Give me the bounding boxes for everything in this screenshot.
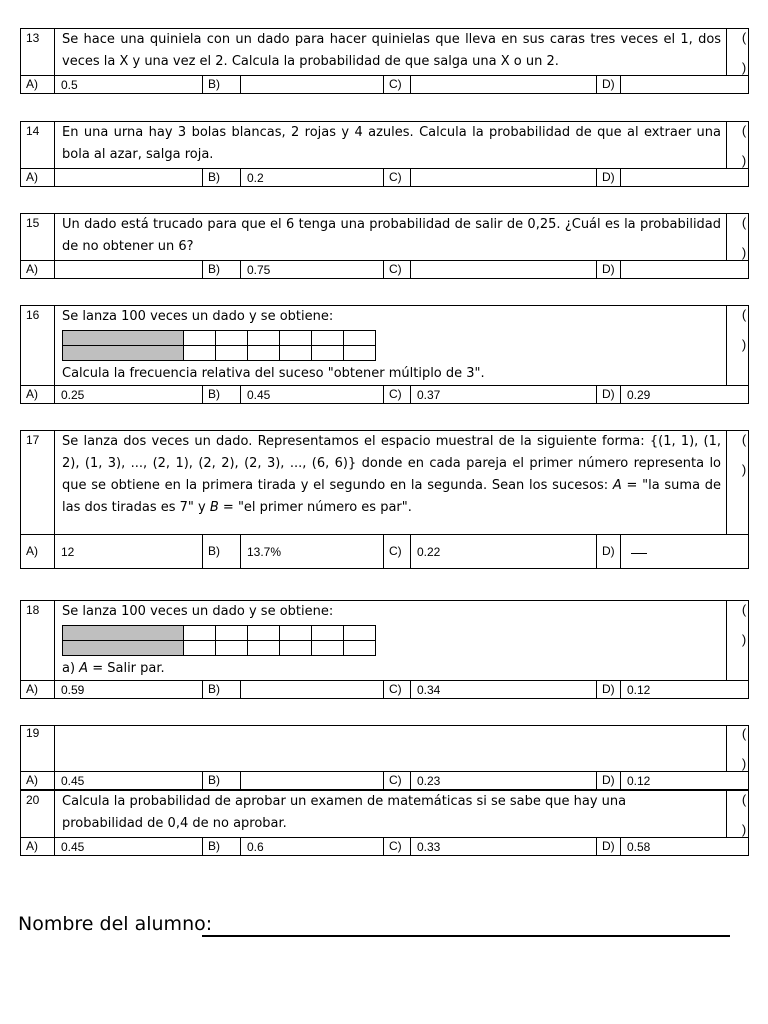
option-b-value <box>241 681 384 699</box>
question-subtext: Calcula la frecuencia relativa del suceso "obtener múltiplo de 3". <box>62 366 485 381</box>
answer-box[interactable]: ( ) <box>727 214 749 261</box>
option-a-label: A) <box>21 169 55 187</box>
answer-box[interactable]: ( ) <box>727 29 749 76</box>
option-b-value: 0.6 <box>241 838 384 856</box>
option-c-label: C) <box>384 681 411 699</box>
option-c-label: C) <box>384 261 411 279</box>
option-a-label: A) <box>21 772 55 790</box>
question-number: 18 <box>21 601 55 681</box>
option-d-label: D) <box>597 535 621 569</box>
answer-box[interactable]: ( ) <box>727 306 749 386</box>
option-b-label: B) <box>203 681 241 699</box>
question-number: 13 <box>21 29 55 76</box>
option-b-label: B) <box>203 386 241 404</box>
option-d-value: 0.58 <box>621 838 749 856</box>
option-c-label: C) <box>384 838 411 856</box>
option-b-value: 0.75 <box>241 261 384 279</box>
option-d-label: D) <box>597 681 621 699</box>
question-text: Se lanza 100 veces un dado y se obtiene: <box>62 309 334 324</box>
option-c-value <box>411 169 597 187</box>
frequency-table <box>62 330 376 361</box>
option-a-value: 0.5 <box>55 76 203 94</box>
option-d-label: D) <box>597 386 621 404</box>
option-b-value: 0.45 <box>241 386 384 404</box>
student-name-line[interactable] <box>202 935 730 937</box>
answer-box[interactable]: ( ) <box>727 726 749 772</box>
option-a-label: A) <box>21 386 55 404</box>
option-b-label: B) <box>203 535 241 569</box>
option-d-label: D) <box>597 772 621 790</box>
answer-box[interactable]: ( ) <box>727 122 749 169</box>
option-b-value: 13.7% <box>241 535 384 569</box>
option-d-value: 0.29 <box>621 386 749 404</box>
blank-line <box>631 553 647 554</box>
option-a-value: 0.45 <box>55 772 203 790</box>
option-d-value: 0.12 <box>621 681 749 699</box>
option-a-label: A) <box>21 535 55 569</box>
question-13 <box>20 28 749 94</box>
option-c-value: 0.34 <box>411 681 597 699</box>
option-d-value <box>621 169 749 187</box>
question-16 <box>20 305 749 404</box>
option-c-label: C) <box>384 535 411 569</box>
option-d-value: 0.12 <box>621 772 749 790</box>
option-a-value: 0.45 <box>55 838 203 856</box>
answer-box[interactable]: ( ) <box>727 791 749 838</box>
question-number: 19 <box>21 726 55 772</box>
option-b-value <box>241 772 384 790</box>
question-17 <box>20 430 749 569</box>
option-c-label: C) <box>384 76 411 94</box>
option-b-label: B) <box>203 838 241 856</box>
frequency-table <box>62 625 376 656</box>
option-c-label: C) <box>384 772 411 790</box>
question-text: Se hace una quiniela con un dado para hacer quinielas que lleva en sus caras tres veces el 1, dos veces la X y una vez el 2. Calcula la probabilidad de que salga una X o un 2. <box>55 29 727 76</box>
option-b-label: B) <box>203 772 241 790</box>
question-number: 17 <box>21 431 55 535</box>
question-text: En una urna hay 3 bolas blancas, 2 rojas y 4 azules. Calcula la probabilidad de que al extraer una bola al azar, salga roja. <box>55 122 727 169</box>
question-number: 15 <box>21 214 55 261</box>
question-text: Se lanza dos veces un dado. Representamos el espacio muestral de la siguiente forma: {(1, 1), (1, 2), (1, 3), ..., (2, 1), (2, 2), (2, 3), ..., (6, 6)} donde en cada pareja el primer número representa lo que se obtiene en la primera tirada y el segundo en la segunda. Sean los sucesos: A = "la suma de las dos tiradas es 7" y B = "el primer número es par". <box>55 431 727 535</box>
option-c-value <box>411 261 597 279</box>
option-c-value: 0.23 <box>411 772 597 790</box>
question-15 <box>20 213 749 279</box>
answer-box[interactable]: ( ) <box>727 431 749 535</box>
question-18 <box>20 600 749 699</box>
question-text <box>55 726 727 772</box>
option-a-value: 0.59 <box>55 681 203 699</box>
option-d-value <box>621 261 749 279</box>
option-b-value <box>241 76 384 94</box>
option-c-label: C) <box>384 386 411 404</box>
question-text: Un dado está trucado para que el 6 tenga una probabilidad de salir de 0,25. ¿Cuál es la probabilidad de no obtener un 6? <box>55 214 727 261</box>
option-b-label: B) <box>203 261 241 279</box>
option-a-value <box>55 261 203 279</box>
option-a-label: A) <box>21 76 55 94</box>
question-14 <box>20 121 749 187</box>
question-text: Calcula la probabilidad de aprobar un examen de matemáticas si se sabe que hay una probabilidad de 0,4 de no aprobar. <box>55 791 727 838</box>
option-d-label: D) <box>597 169 621 187</box>
option-a-label: A) <box>21 261 55 279</box>
option-c-value: 0.22 <box>411 535 597 569</box>
question-number: 20 <box>21 791 55 838</box>
question-number: 14 <box>21 122 55 169</box>
option-a-value: 0.25 <box>55 386 203 404</box>
option-a-value: 12 <box>55 535 203 569</box>
question-subtext: a) A = Salir par. <box>62 661 165 676</box>
answer-box[interactable]: ( ) <box>727 601 749 681</box>
option-d-label: D) <box>597 261 621 279</box>
option-a-label: A) <box>21 681 55 699</box>
question-19 <box>20 725 749 790</box>
question-number: 16 <box>21 306 55 386</box>
option-d-value <box>621 76 749 94</box>
option-d-label: D) <box>597 76 621 94</box>
option-b-value: 0.2 <box>241 169 384 187</box>
option-c-value: 0.37 <box>411 386 597 404</box>
option-b-label: B) <box>203 169 241 187</box>
option-c-value <box>411 76 597 94</box>
option-b-label: B) <box>203 76 241 94</box>
option-d-value <box>621 535 749 569</box>
option-d-label: D) <box>597 838 621 856</box>
option-a-label: A) <box>21 838 55 856</box>
option-c-label: C) <box>384 169 411 187</box>
option-c-value: 0.33 <box>411 838 597 856</box>
student-name-label: Nombre del alumno: <box>18 913 213 935</box>
question-text: Se lanza 100 veces un dado y se obtiene: <box>62 604 334 619</box>
option-a-value <box>55 169 203 187</box>
question-20 <box>20 790 749 856</box>
